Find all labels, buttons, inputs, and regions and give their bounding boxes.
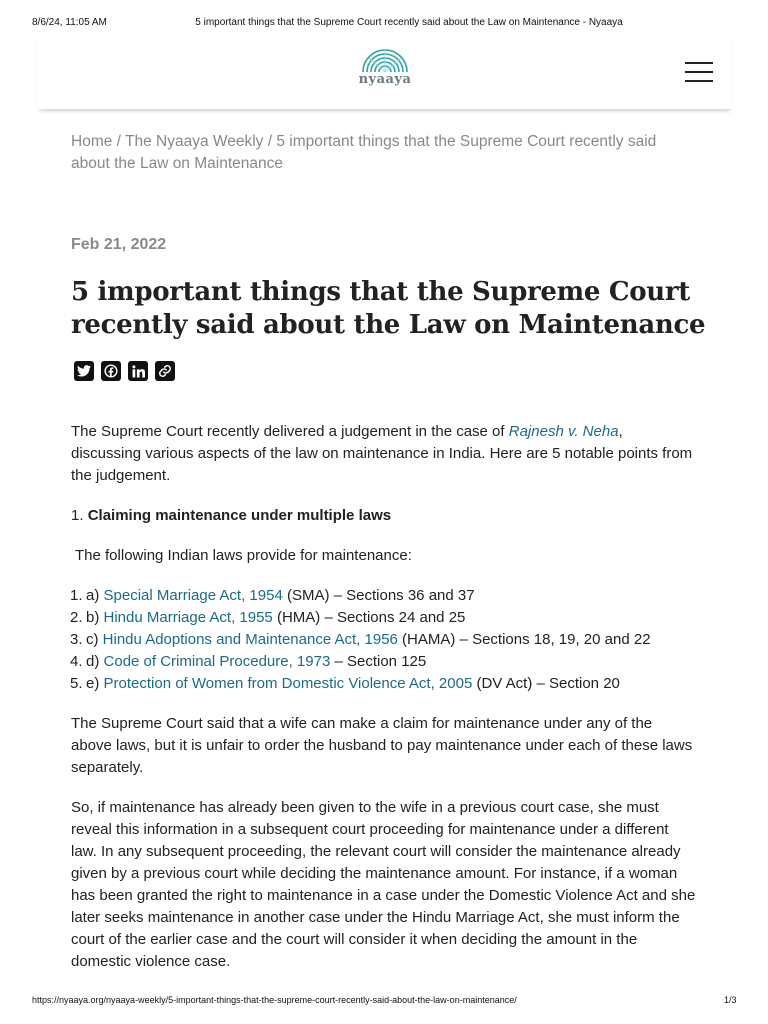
share-bar — [74, 361, 175, 381]
point-heading: 1. Claiming maintenance under multiple laws — [71, 507, 392, 524]
logo-text: nyaaya — [358, 72, 412, 87]
twitter-icon[interactable] — [74, 361, 94, 381]
laws-list — [71, 585, 696, 695]
print-header — [0, 17, 768, 31]
breadcrumb-section[interactable]: The Nyaaya Weekly — [125, 133, 264, 150]
site-logo[interactable] — [355, 44, 415, 92]
linkedin-icon[interactable] — [128, 361, 148, 381]
print-timestamp: 8/6/24, 11:05 AM — [32, 17, 107, 28]
law-link[interactable]: Hindu Adoptions and Maintenance Act, 1956 — [102, 631, 398, 648]
law-link[interactable]: Hindu Marriage Act, 1955 — [103, 609, 273, 626]
breadcrumb-home[interactable]: Home — [71, 133, 113, 150]
intro-paragraph: The Supreme Court recently delivered a judgement in the case of Rajnesh v. Neha, discussing various aspects of the law on maintenance in India. Here are 5 notable points from the judgement. — [71, 423, 693, 484]
law-link[interactable]: Protection of Women from Domestic Violence Act, 2005 — [103, 675, 473, 692]
law-link[interactable]: Special Marriage Act, 1954 — [103, 587, 283, 604]
laws-intro: The following Indian laws provide for maintenance: — [75, 547, 412, 564]
list-item: 3. c) Hindu Adoptions and Maintenance Act, 1956 (HAMA) – Sections 18, 19, 20 and 22 — [70, 631, 651, 648]
article-title: 5 important things that the Supreme Court recently said about the Law on Maintenance — [71, 277, 706, 340]
print-url: https://nyaaya.org/nyaaya-weekly/5-important-things-that-the-supreme-court-recently-said-about-the-law-on-maintenance/ — [32, 995, 517, 1005]
breadcrumb-separator: / — [263, 133, 277, 150]
list-item: 1. a) Special Marriage Act, 1954 (SMA) – Sections 36 and 37 — [70, 587, 475, 604]
copy-link-icon[interactable] — [155, 361, 175, 381]
list-item: 4. d) Code of Criminal Procedure, 1973 – Section 125 — [70, 653, 427, 670]
hamburger-icon — [685, 62, 713, 64]
body-paragraph: The Supreme Court said that a wife can make a claim for maintenance under any of the above laws, but it is unfair to order the husband to pay maintenance under each of these laws separately. — [71, 715, 693, 776]
body-paragraph: So, if maintenance has already been given to the wife in a previous court case, she must reveal this information in a subsequent court proceeding for maintenance under a different law. In any subsequent proceeding, the relevant court will consider the maintenance already given by a previous court while deciding the maintenance amount. For instance, if a woman has been granted the right to maintenance in a case under the Domestic Violence Act and she later seeks maintenance in another case under the Hindu Marriage Act, she must inform the court of the earlier case and the court will consider it when deciding the amount in the domestic violence case. — [71, 799, 696, 970]
breadcrumb-separator: / — [112, 133, 125, 150]
list-item: 5. e) Protection of Women from Domestic Violence Act, 2005 (DV Act) – Section 20 — [70, 675, 620, 692]
page-number: 1/3 — [724, 995, 737, 1005]
article-date: Feb 21, 2022 — [71, 236, 167, 253]
logo-icon — [357, 44, 413, 74]
case-link[interactable]: Rajnesh v. Neha — [508, 423, 619, 440]
menu-button[interactable] — [685, 62, 713, 82]
print-page-title: 5 important things that the Supreme Court recently said about the Law on Maintenance - Nyaaya — [195, 17, 623, 28]
breadcrumb-current: 5 important things that the Supreme Court recently said about the Law on Maintenance — [71, 133, 657, 172]
site-header — [37, 34, 732, 109]
law-link[interactable]: Code of Criminal Procedure, 1973 — [103, 653, 331, 670]
list-item: 2. b) Hindu Marriage Act, 1955 (HMA) – Sections 24 and 25 — [70, 609, 466, 626]
breadcrumb — [71, 131, 691, 175]
article-body — [71, 421, 696, 991]
facebook-icon[interactable] — [101, 361, 121, 381]
